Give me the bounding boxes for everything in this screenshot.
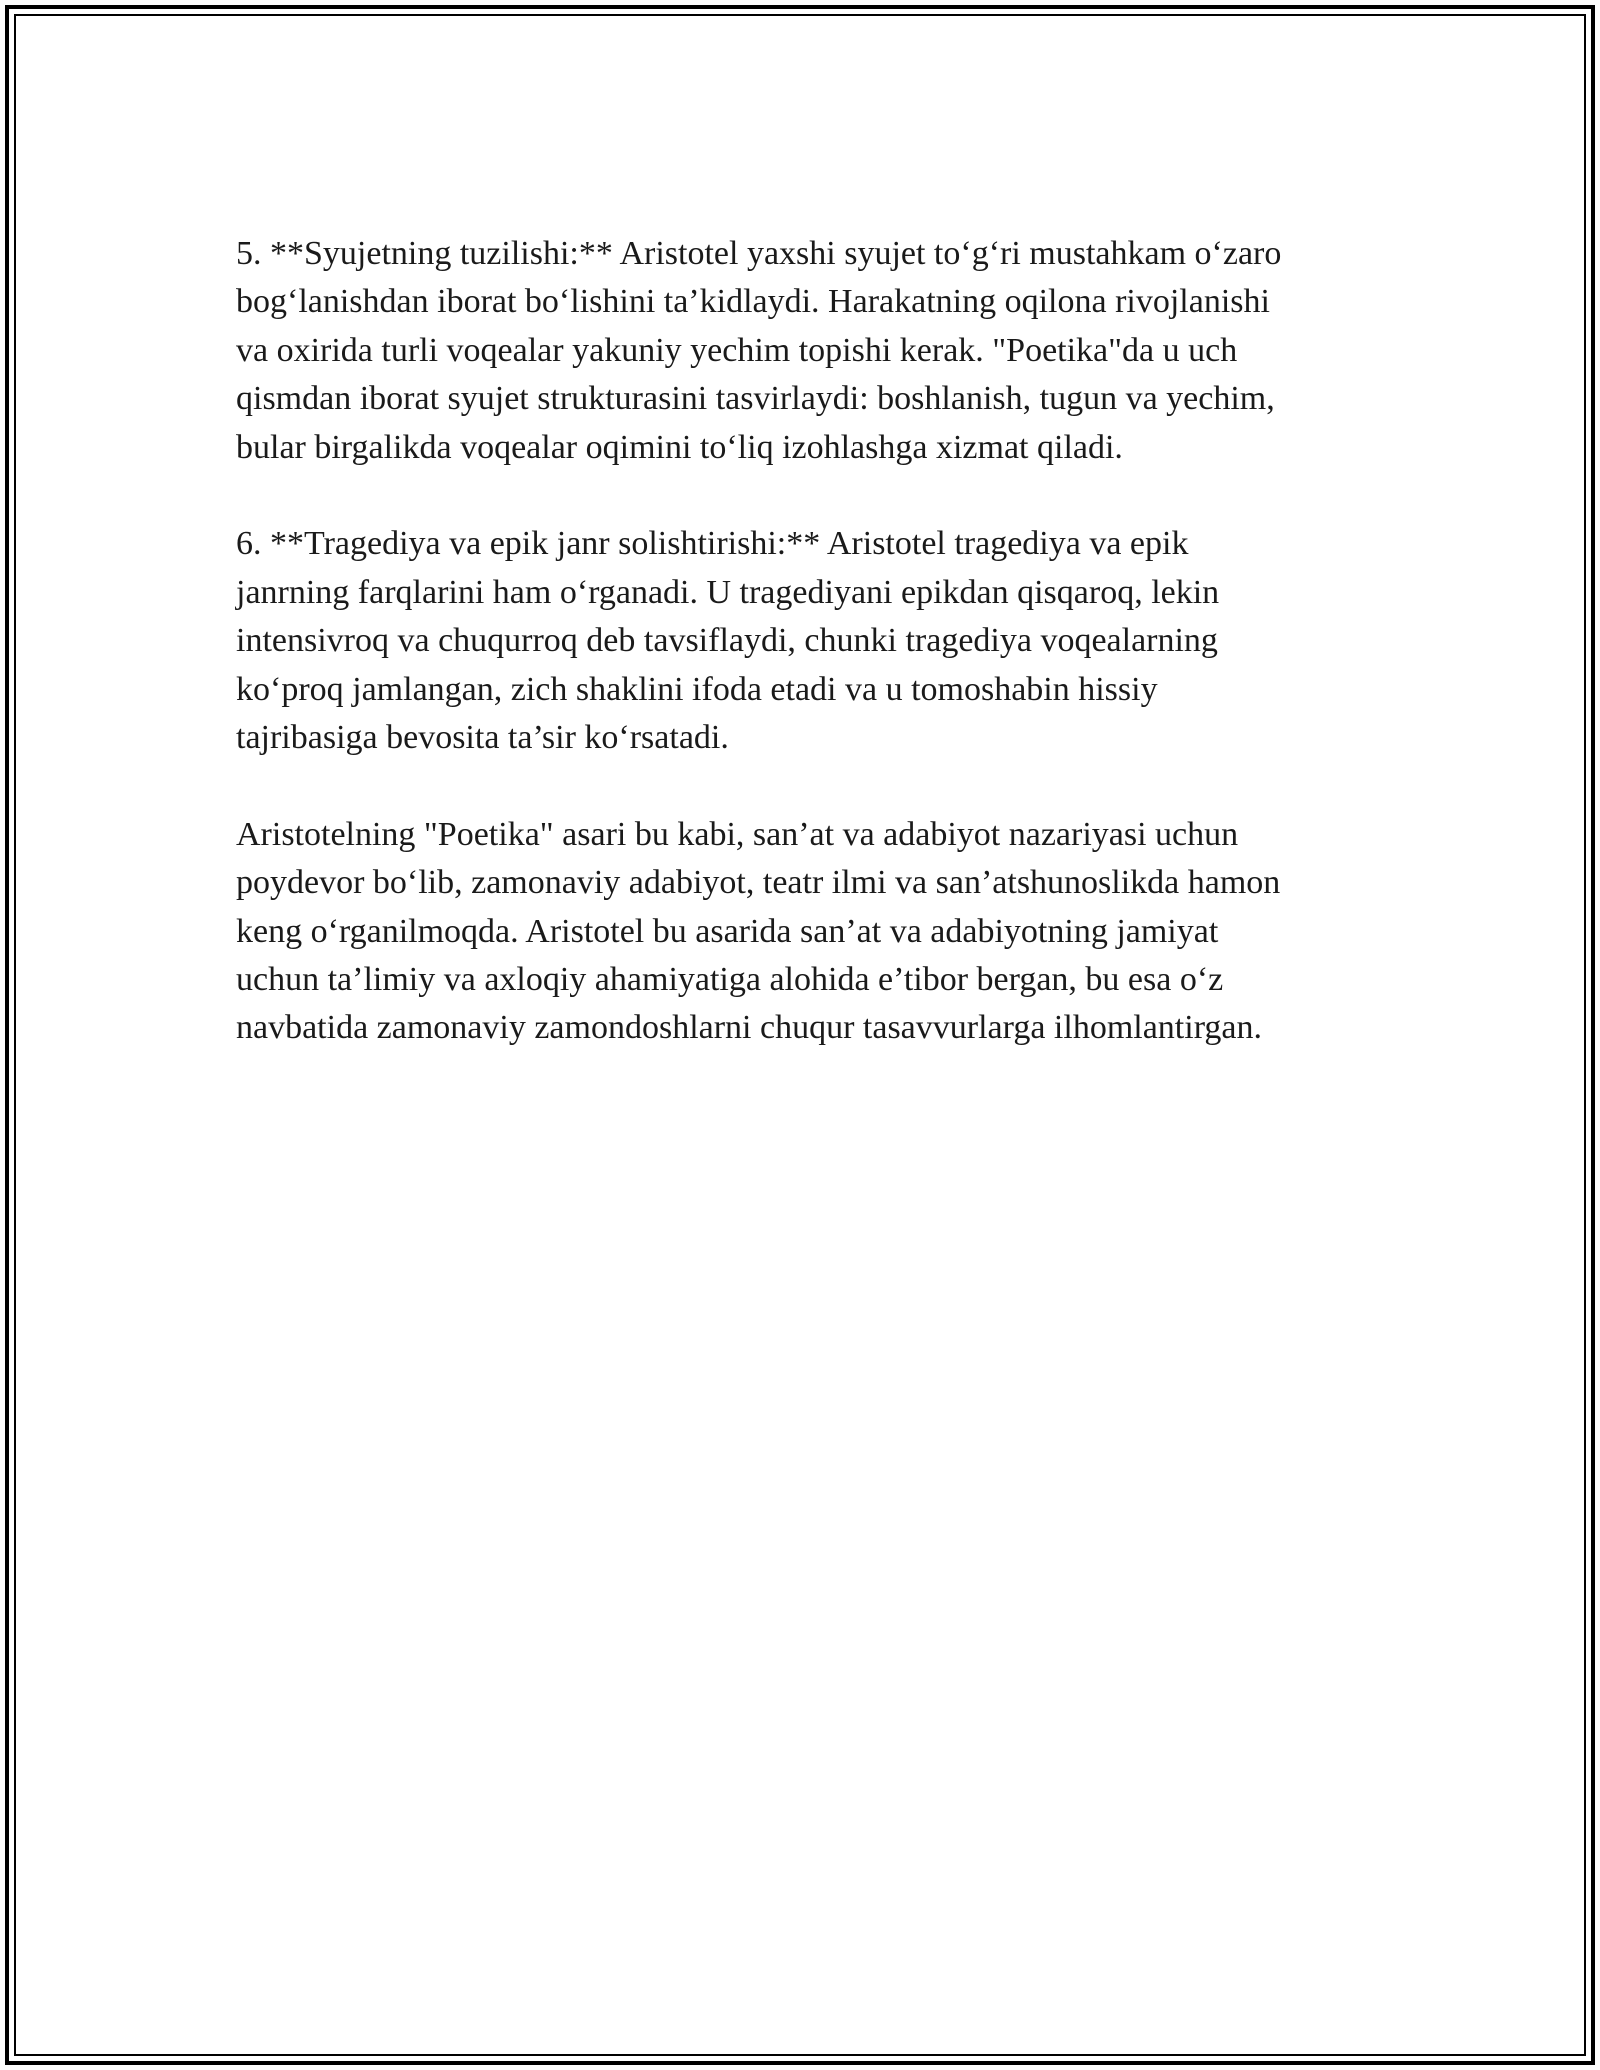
text-line: poydevor bo‘lib, zamonaviy adabiyot, teatr ilmi va san’atshunoslikda hamon <box>236 864 1281 902</box>
paragraph-plot-structure <box>236 230 1396 472</box>
text-line: 5. **Syujetning tuzilishi:** Aristotel yaxshi syujet to‘g‘ri mustahkam o‘zaro <box>236 235 1282 272</box>
text-line: Aristotelning "Poetika" asari bu kabi, san’at va adabiyot nazariyasi uchun <box>236 815 1239 853</box>
paragraph-tragedy-epic <box>236 520 1396 762</box>
paragraph-conclusion <box>236 811 1396 1053</box>
text-line: janrning farqlarini ham o‘rganadi. U tragediyani epikdan qisqaroq, lekin <box>236 573 1220 611</box>
text-line: keng o‘rganilmoqda. Aristotel bu asarida san’at va adabiyotning jamiyat <box>236 912 1219 950</box>
text-line: tajribasiga bevosita ta’sir ko‘rsatadi. <box>236 719 729 757</box>
text-line: qismdan iborat syujet strukturasini tasvirlaydi: boshlanish, tugun va yechim, <box>236 380 1275 418</box>
text-line: 6. **Tragediya va epik janr solishtirishi:** Aristotel tragediya va epik <box>236 525 1189 563</box>
text-line: bog‘lanishdan iborat bo‘lishini ta’kidlaydi. Harakatning oqilona rivojlanishi <box>236 283 1270 321</box>
text-line: intensivroq va chuqurroq deb tavsiflaydi, chunki tragediya voqealarning <box>236 622 1218 660</box>
document-body <box>236 230 1396 1101</box>
text-line: uchun ta’limiy va axloqiy ahamiyatiga alohida e’tibor bergan, bu esa o‘z <box>236 961 1224 999</box>
text-line: bular birgalikda voqealar oqimini to‘liq izohlashga xizmat qiladi. <box>236 428 1123 466</box>
text-line: navbatida zamonaviy zamondoshlarni chuqur tasavvurlarga ilhomlantirgan. <box>236 1009 1262 1047</box>
text-line: ko‘proq jamlangan, zich shaklini ifoda etadi va u tomoshabin hissiy <box>236 670 1158 708</box>
text-line: va oxirida turli voqealar yakuniy yechim topishi kerak. "Poetika"da u uch <box>236 331 1238 369</box>
